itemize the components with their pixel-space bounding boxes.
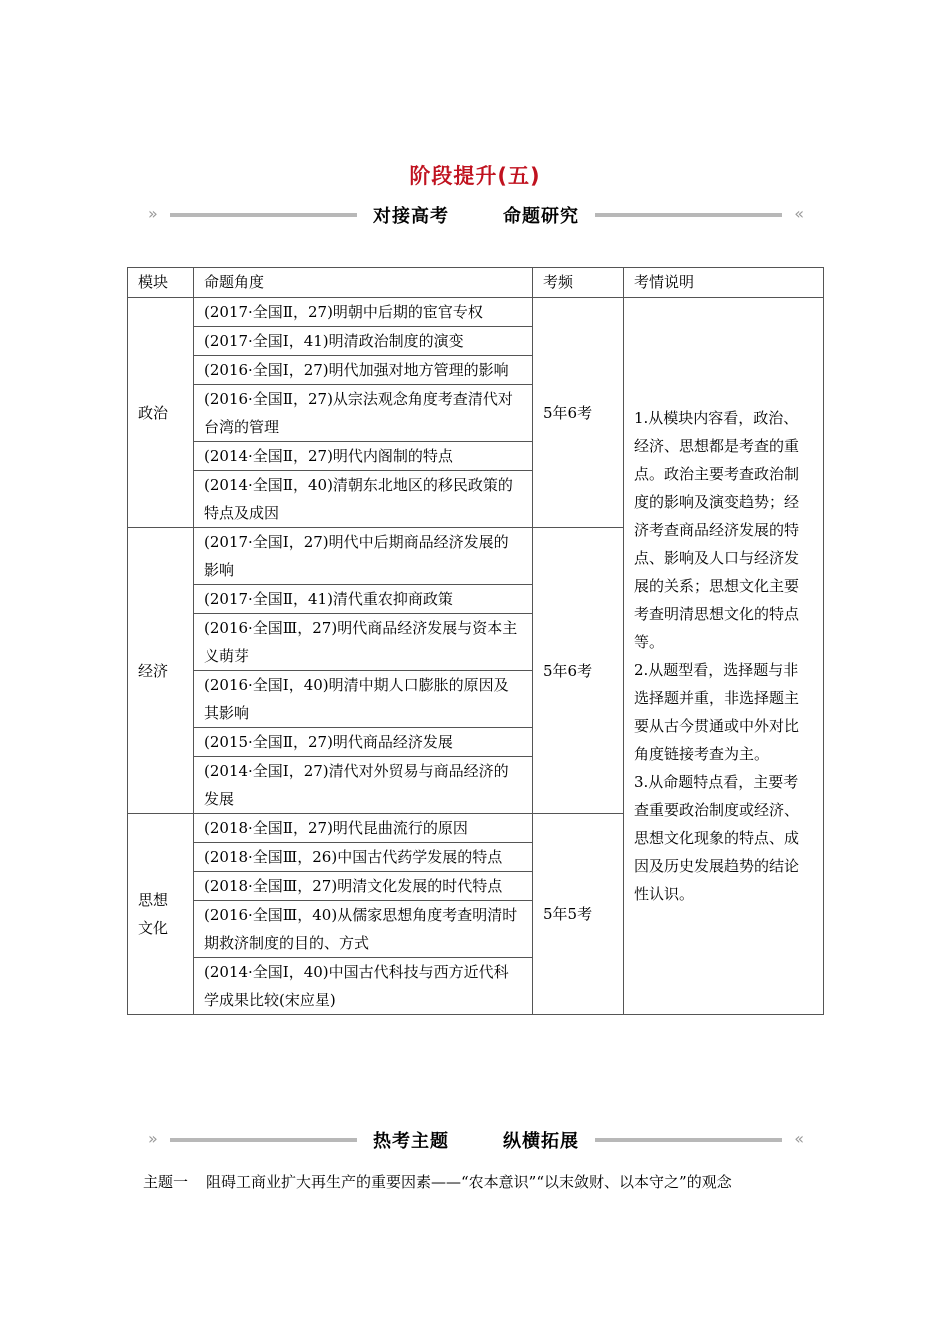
double-chevron-left-icon: « [794, 1129, 804, 1148]
banner-title-right: 命题研究 [495, 206, 587, 227]
note-3: 3.从命题特点看，主要考查重要政治制度或经济、思想文化现象的特点、成因及历史发展趋势的结论性认识。 [634, 773, 800, 903]
topic-text: 阻碍工商业扩大再生产的重要因素——“农本意识”“以末敛财、以本守之”的观念 [206, 1173, 732, 1191]
topic-item: (2014·全国Ⅰ，40)中国古代科技与西方近代科学成果比较(宋应星) [194, 958, 533, 1015]
page-title: 阶段提升(五) [409, 164, 541, 188]
header-notes: 考情说明 [624, 268, 824, 298]
module-label-line1: 思想 [138, 891, 169, 909]
topic-item: (2017·全国Ⅱ，27)明朝中后期的宦官专权 [194, 298, 533, 327]
topic-item: (2015·全国Ⅱ，27)明代商品经济发展 [194, 728, 533, 757]
header-frequency: 考频 [533, 268, 624, 298]
frequency-economy: 5年6考 [533, 528, 624, 814]
note-2: 2.从题型看，选择题与非选择题并重，非选择题主要从古今贯通或中外对比角度链接考查为主。 [634, 661, 800, 763]
topic-item: (2016·全国Ⅱ，27)从宗法观念角度考查清代对台湾的管理 [194, 385, 533, 442]
frequency-culture: 5年5考 [533, 814, 624, 1015]
topic-item: (2018·全国Ⅱ，27)明代昆曲流行的原因 [194, 814, 533, 843]
module-economy [128, 528, 194, 814]
module-culture [128, 814, 194, 1015]
table-row [128, 298, 824, 327]
topic-item: (2017·全国Ⅱ，41)清代重农抑商政策 [194, 585, 533, 614]
banner-title-left: 对接高考 [365, 206, 457, 227]
section-banner-hot-topics [140, 1125, 812, 1155]
header-module: 模块 [128, 268, 194, 298]
topic-paragraph [143, 1168, 808, 1196]
topic-item: (2014·全国Ⅱ，40)清朝东北地区的移民政策的特点及成因 [194, 471, 533, 528]
topic-item: (2014·全国Ⅰ，27)清代对外贸易与商品经济的发展 [194, 757, 533, 814]
module-label: 经济 [138, 661, 169, 680]
double-chevron-right-icon: » [148, 204, 158, 223]
topic-item: (2016·全国Ⅰ，27)明代加强对地方管理的影响 [194, 356, 533, 385]
topic-item: (2017·全国Ⅰ，27)明代中后期商品经济发展的影响 [194, 528, 533, 585]
table-header-row [128, 268, 824, 298]
topic-item: (2016·全国Ⅲ，27)明代商品经济发展与资本主义萌芽 [194, 614, 533, 671]
topic-item: (2018·全国Ⅲ，26)中国古代药学发展的特点 [194, 843, 533, 872]
note-1: 1.从模块内容看，政治、经济、思想都是考查的重点。政治主要考查政治制度的影响及演变趋势；经济考查商品经济发展的特点、影响及人口与经济发展的关系；思想文化主要考查明清思想文化的特点等。 [634, 409, 800, 651]
exam-notes [624, 298, 824, 1015]
module-label: 政治 [138, 403, 169, 422]
section-banner-exam-research [140, 200, 812, 230]
banner-title-left: 热考主题 [365, 1131, 457, 1152]
header-angle: 命题角度 [194, 268, 533, 298]
topic-item: (2017·全国Ⅰ，41)明清政治制度的演变 [194, 327, 533, 356]
topic-item: (2016·全国Ⅲ，40)从儒家思想角度考查明清时期救济制度的目的、方式 [194, 901, 533, 958]
double-chevron-right-icon: » [148, 1129, 158, 1148]
topic-item: (2018·全国Ⅲ，27)明清文化发展的时代特点 [194, 872, 533, 901]
topic-label: 主题一 [143, 1173, 189, 1191]
topic-item: (2014·全国Ⅱ，27)明代内阁制的特点 [194, 442, 533, 471]
topic-item: (2016·全国Ⅰ，40)明清中期人口膨胀的原因及其影响 [194, 671, 533, 728]
frequency-politics: 5年6考 [533, 298, 624, 528]
exam-analysis-table [127, 267, 824, 1015]
module-label-line2: 文化 [138, 919, 169, 937]
module-politics [128, 298, 194, 528]
double-chevron-left-icon: « [794, 204, 804, 223]
banner-title-right: 纵横拓展 [495, 1131, 587, 1152]
